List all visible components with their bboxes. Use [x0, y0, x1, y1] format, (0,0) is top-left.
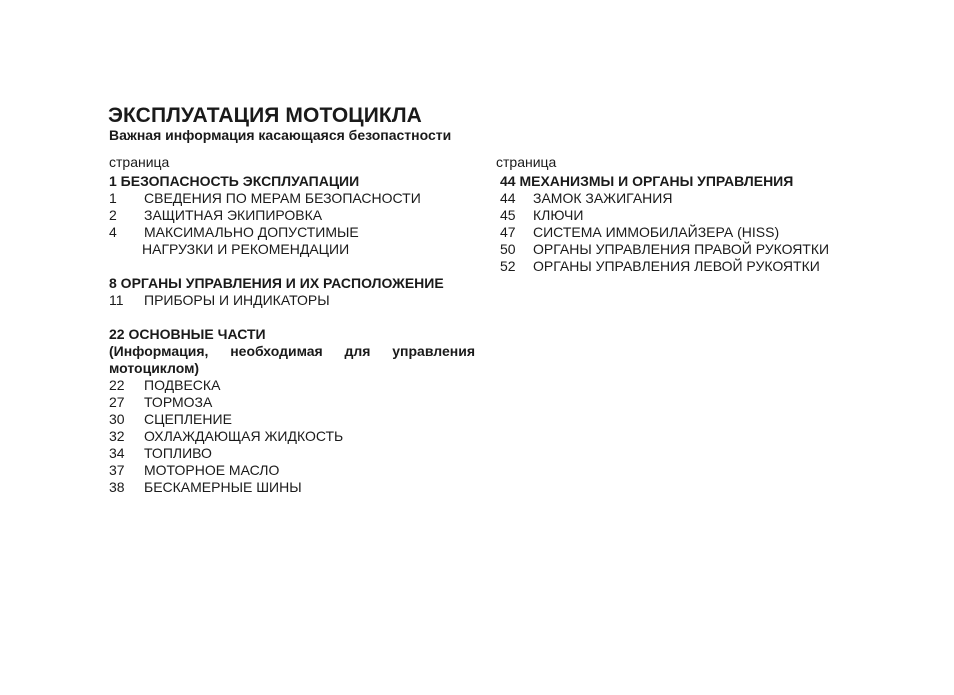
toc-entry-page: 37 [109, 462, 125, 478]
toc-entry-title: БЕСКАМЕРНЫЕ ШИНЫ [144, 479, 302, 495]
toc-entry[interactable] [496, 190, 856, 207]
toc-entry-title: ПОДВЕСКА [144, 377, 221, 393]
toc-entry-title: ТОПЛИВО [144, 445, 212, 461]
toc-entry-page: 22 [109, 377, 125, 393]
toc-entry[interactable] [496, 258, 856, 275]
toc-entry-title: ЗАЩИТНАЯ ЭКИПИРОВКА [144, 207, 323, 223]
toc-section-heading[interactable]: 8 ОРГАНЫ УПРАВЛЕНИЯ И ИХ РАСПОЛОЖЕНИЕ [109, 275, 444, 291]
page-column-label: страница [109, 154, 170, 170]
toc-entry-title: ПРИБОРЫ И ИНДИКАТОРЫ [144, 292, 330, 308]
toc-entry-continuation: НАГРУЗКИ И РЕКОМЕНДАЦИИ [142, 241, 350, 257]
toc-entry[interactable] [496, 241, 856, 258]
toc-entry[interactable] [496, 224, 856, 241]
toc-section-heading[interactable]: 22 ОСНОВНЫЕ ЧАСТИ [109, 326, 266, 342]
toc-section-heading[interactable]: 1 БЕЗОПАСНОСТЬ ЭКСПЛУАПАЦИИ [109, 173, 360, 189]
toc-entry-page: 30 [109, 411, 125, 427]
toc-entry-page: 2 [109, 207, 117, 223]
toc-entry-page: 11 [109, 292, 124, 308]
toc-entry-page: 4 [109, 224, 117, 240]
toc-entry-page: 44 [500, 190, 516, 206]
toc-entry-page: 45 [500, 207, 516, 223]
toc-entry-page: 47 [500, 224, 516, 240]
toc-entry-title: СИСТЕМА ИММОБИЛАЙЗЕРА (HISS) [533, 224, 780, 240]
toc-entry-page: 38 [109, 479, 125, 495]
section-note-end: мотоциклом) [109, 360, 200, 376]
toc-entry-page: 34 [109, 445, 125, 461]
toc-entry-title: ОХЛАЖДАЮЩАЯ ЖИДКОСТЬ [144, 428, 344, 444]
page-column-label: страница [496, 154, 557, 170]
toc-entry[interactable] [109, 462, 475, 479]
section-note: (Информация, необходимая для управления [109, 343, 475, 359]
toc-entry-page: 1 [109, 190, 117, 206]
toc-right-column [496, 154, 856, 275]
toc-entry[interactable] [109, 479, 475, 496]
section-spacer [109, 258, 475, 275]
toc-entry-page: 50 [500, 241, 516, 257]
toc-entry-title: МОТОРНОЕ МАСЛО [144, 462, 280, 478]
toc-entry[interactable] [109, 190, 475, 207]
document-title: ЭКСПЛУАТАЦИЯ МОТОЦИКЛА [108, 104, 422, 127]
toc-entry-title: КЛЮЧИ [533, 207, 584, 223]
toc-left-column [109, 154, 475, 496]
toc-entry[interactable] [109, 224, 475, 241]
toc-entry[interactable] [496, 207, 856, 224]
toc-entry[interactable] [109, 292, 475, 309]
toc-entry-title: СВЕДЕНИЯ ПО МЕРАМ БЕЗОПАСНОСТИ [144, 190, 421, 206]
toc-entry-title: СЦЕПЛЕНИЕ [144, 411, 232, 427]
toc-entry-title: МАКСИМАЛЬНО ДОПУСТИМЫЕ [144, 224, 359, 240]
toc-entry-title: ЗАМОК ЗАЖИГАНИЯ [533, 190, 673, 206]
toc-entry[interactable] [109, 207, 475, 224]
toc-entry[interactable] [109, 411, 475, 428]
toc-entry[interactable] [109, 394, 475, 411]
toc-entry-title: ТОРМОЗА [144, 394, 213, 410]
toc-entry-title: ОРГАНЫ УПРАВЛЕНИЯ ЛЕВОЙ РУКОЯТКИ [533, 258, 820, 274]
toc-entry[interactable] [109, 445, 475, 462]
toc-entry-title: ОРГАНЫ УПРАВЛЕНИЯ ПРАВОЙ РУКОЯТКИ [533, 241, 830, 257]
section-spacer [109, 309, 475, 326]
toc-entry[interactable] [109, 377, 475, 394]
toc-section-heading[interactable]: 44 МЕХАНИЗМЫ И ОРГАНЫ УПРАВЛЕНИЯ [500, 173, 794, 189]
toc-entry-page: 27 [109, 394, 125, 410]
document-subtitle: Важная информация касающаяся безопастности [109, 127, 452, 143]
toc-entry-page: 52 [500, 258, 516, 274]
toc-entry-page: 32 [109, 428, 125, 444]
toc-entry[interactable] [109, 428, 475, 445]
